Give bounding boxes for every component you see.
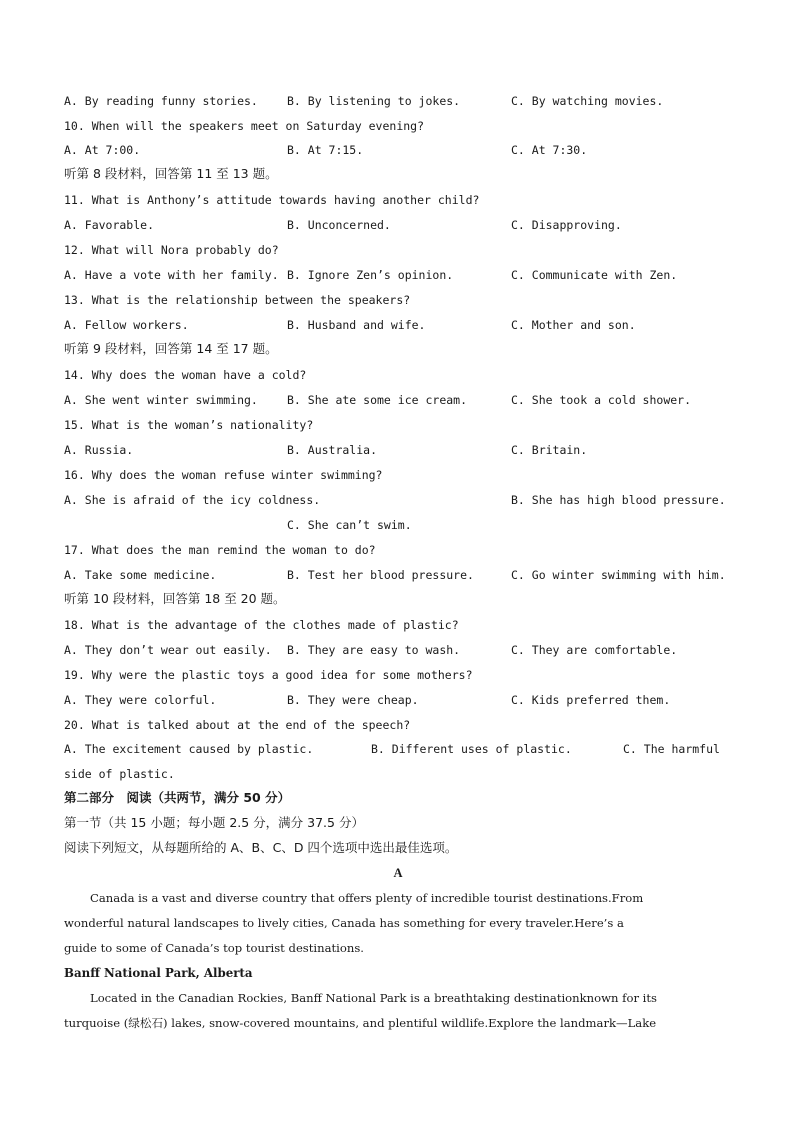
option-c: C. Mother and son. (511, 318, 636, 332)
options-row (64, 215, 732, 235)
q9-option-c: C. By watching movies. (511, 94, 664, 108)
options-row-continued (64, 515, 732, 535)
banff-paragraph (64, 986, 732, 1036)
option-b: B. At 7:15. (287, 143, 364, 157)
section1-header: 第一节（共 15 小题；每小题 2.5 分，满分 37.5 分） (64, 815, 364, 830)
option-b: B. Husband and wife. (287, 318, 426, 332)
question-stem: 16. Why does the woman refuse winter swimming? (64, 468, 383, 482)
question-stem: 17. What does the man remind the woman to do? (64, 543, 376, 557)
options-row (64, 140, 732, 160)
option-a: A. The excitement caused by plastic. (64, 742, 314, 756)
option-a: A. They were colorful. (64, 693, 217, 707)
option-a: A. Take some medicine. (64, 568, 217, 582)
banff-heading: Banff National Park, Alberta (64, 966, 253, 980)
question-stem: 12. What will Nora probably do? (64, 243, 279, 257)
q9-option-b: B. By listening to jokes. (287, 94, 461, 108)
option-b: B. Different uses of plastic. (371, 742, 572, 756)
question-stem: 20. What is talked about at the end of the speech? (64, 718, 411, 732)
options-row (64, 440, 732, 460)
option-a: A. Favorable. (64, 218, 155, 232)
option-b: B. They were cheap. (287, 693, 419, 707)
listening-header-8: 听第 8 段材料，回答第 11 至 13 题。 (64, 166, 278, 181)
options-row (64, 565, 732, 585)
option-c: C. At 7:30. (511, 143, 588, 157)
option-c: C. She took a cold shower. (511, 393, 692, 407)
option-b: B. She ate some ice cream. (287, 393, 468, 407)
paragraph-line: turquoise (绿松石) lakes, snow-covered mountains, and plentiful wildlife.Explore the landmark—Lake (64, 1016, 657, 1030)
question-stem: 15. What is the woman’s nationality? (64, 418, 314, 432)
option-b: B. They are easy to wash. (287, 643, 461, 657)
paragraph-line: wonderful natural landscapes to lively cities, Canada has something for every traveler.Here’s a (64, 916, 624, 930)
option-c: C. Britain. (511, 443, 588, 457)
question-stem: 11. What is Anthony’s attitude towards having another child? (64, 193, 480, 207)
option-c: C. Disapproving. (511, 218, 622, 232)
options-row (64, 390, 732, 410)
reading-instruction: 阅读下列短文，从每题所给的 A、B、C、D 四个选项中选出最佳选项。 (64, 840, 458, 855)
options-row (64, 265, 732, 285)
option-b: B. Australia. (287, 443, 378, 457)
options-row (64, 739, 732, 759)
q9-options-row (64, 91, 732, 111)
paragraph-line: Canada is a vast and diverse country that offers plenty of incredible tourist destinations.From (90, 891, 644, 905)
options-row (64, 315, 732, 335)
options-row (64, 690, 732, 710)
option-c: C. She can’t swim. (287, 518, 412, 532)
option-b: B. Unconcerned. (287, 218, 391, 232)
option-c-continued: side of plastic. (64, 767, 175, 781)
option-a: A. Have a vote with her family. (64, 268, 279, 282)
option-b: B. Test her blood pressure. (287, 568, 474, 582)
option-c: C. The harmful (623, 742, 720, 756)
paragraph-line: Located in the Canadian Rockies, Banff National Park is a breathtaking destinationknown for its (90, 991, 657, 1005)
options-row (64, 640, 732, 660)
option-a: A. Fellow workers. (64, 318, 189, 332)
option-a: A. At 7:00. (64, 143, 141, 157)
question-stem: 18. What is the advantage of the clothes made of plastic? (64, 618, 459, 632)
option-a: A. She went winter swimming. (64, 393, 258, 407)
passage-label: A (393, 866, 403, 880)
option-c: C. Go winter swimming with him. (511, 568, 726, 582)
q9-option-a: A. By reading funny stories. (64, 94, 258, 108)
option-a: A. Russia. (64, 443, 134, 457)
question-stem: 19. Why were the plastic toys a good idea for some mothers? (64, 668, 473, 682)
option-c: C. Communicate with Zen. (511, 268, 678, 282)
option-b: B. Ignore Zen’s opinion. (287, 268, 454, 282)
option-c: C. Kids preferred them. (511, 693, 671, 707)
passage-intro (64, 886, 732, 961)
option-a: A. They don’t wear out easily. (64, 643, 272, 657)
part2-title: 第二部分 阅读（共两节，满分 50 分） (64, 790, 291, 805)
question-stem: 13. What is the relationship between the speakers? (64, 293, 411, 307)
question-stem: 10. When will the speakers meet on Saturday evening? (64, 119, 425, 133)
option-b: B. She has high blood pressure. (511, 493, 726, 507)
listening-header-10: 听第 10 段材料，回答第 18 至 20 题。 (64, 591, 286, 606)
options-row (64, 490, 732, 510)
question-stem: 14. Why does the woman have a cold? (64, 368, 307, 382)
paragraph-line: guide to some of Canada’s top tourist destinations. (64, 941, 364, 955)
listening-header-9: 听第 9 段材料，回答第 14 至 17 题。 (64, 341, 278, 356)
option-a: A. She is afraid of the icy coldness. (64, 493, 321, 507)
option-c: C. They are comfortable. (511, 643, 678, 657)
